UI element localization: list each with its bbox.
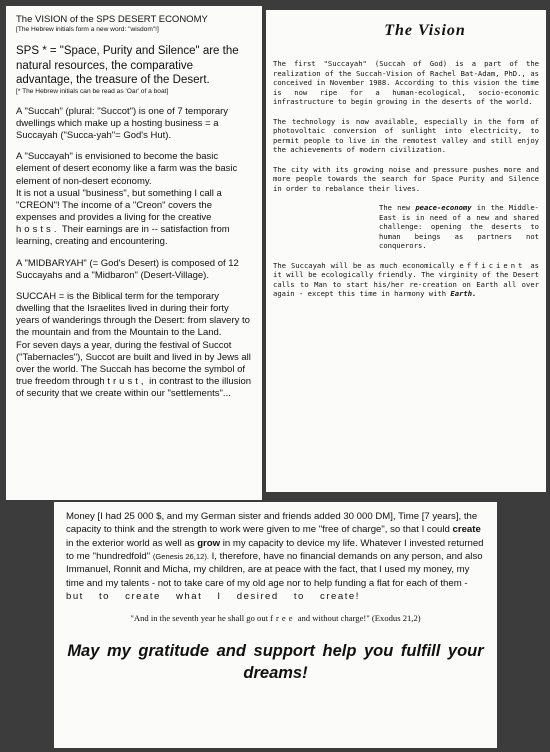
peace-economy-emphasis: peace-economy <box>415 203 472 213</box>
left-clipping <box>6 6 262 500</box>
grow-word: grow <box>197 537 221 549</box>
money-text-b: in the exterior world as well as <box>66 537 195 549</box>
succah-definition: A "Succah" (plural: "Succot") is one of 7 temporary dwellings which make up a hosting business = a Succayah ("Succa-yah"= God's Hut). <box>16 105 229 142</box>
peace-post-text: in the Middle-East is in need of a new and shared challenge: opening the deserts to human beings as partners not conquerors. <box>379 203 540 251</box>
bottom-clipping <box>54 502 497 748</box>
earnings-text: Their earnings are in -- satisfaction from learning, creating and encountering. <box>16 224 230 248</box>
vision-paragraph-3: The city with its growing noise and pressure pushes more and more people towards the search for Space Purity and Silence in order to rebalance their lives. <box>273 164 539 193</box>
peace-pre-text: The new <box>379 203 411 213</box>
succayah-paragraph-1: A "Succayah" is envisioned to become the basic element of desert economy like a farm was the basic element of non-desert economy. <box>16 151 238 187</box>
genesis-reference: (Genesis 26,12). <box>152 551 209 561</box>
succot-days-text: For seven days a year, during the festival of Succot ("Tabernacles"), Succot are built and lived in by Jews all over the world. The Succah has become the symbol of true freedom through <box>16 339 251 387</box>
money-paragraph <box>66 510 485 590</box>
trust-word: trust, <box>107 375 147 387</box>
quote-text-a: "And in the seventh year he shall go out <box>130 613 269 624</box>
money-text-d: I, therefore, have no financial demands on any person, and also Immanuel, Ronnit and Micha, my children, are at peace with the fact, that I used my money, my time and my talents - not to take care of my old age nor to help funding a flat for each of them - <box>66 550 483 589</box>
midbaryah-paragraph: A "MIDBARYAH" (= God's Desert) is composed of 12 Succayahs and a "Midbaron" (Desert-Village). <box>16 257 239 281</box>
left-title: The VISION of the SPS DESERT ECONOMY <box>16 14 208 25</box>
vision-paragraph-4 <box>379 203 539 251</box>
quote-text-b: and without charge!" (Exodus 21,2) <box>297 613 421 624</box>
vision-paragraph-5 <box>273 261 539 299</box>
succah-term-paragraph: SUCCAH = is the Biblical term for the temporary dwelling that the Israelites lived in during their forty years of wanderings through the Desert: from slavery to the mountain and from the Mountain to the Land. <box>16 290 250 339</box>
vision-paragraph-2: The technology is now available, especially in the form of photovoltaic conversion of sunlight into electricity, to permit people to live in the remotest valley and still enjoy the achievements of modern civilization. <box>273 116 539 155</box>
closing-message: May my gratitude and support help you fulfill your dreams! <box>67 642 484 682</box>
exodus-quote <box>66 613 485 625</box>
efficient-word: efficient <box>459 260 526 270</box>
sps-definition: SPS * = "Space, Purity and Silence" are the natural resources, the comparative advantage, the treasure of the Desert. <box>16 44 239 87</box>
security-text: in contrast to the illusion of security that we create within our "settlements"... <box>16 375 252 400</box>
free-word: free <box>270 613 296 624</box>
vision-paragraph-1: The first "Succayah" (Succah of God) is a part of the realization of the Succah-Vision of Rachel Bat-Adam, PhD., as conceived in November 1988. According to this vision the time is now ripe for a human-ecological, socio-economic infrastructure to begin growing in the deserts of the world. <box>273 59 539 107</box>
succot-paragraph <box>16 340 253 401</box>
efficient-post-text: as it will be ecologically friendly. The virginity of the Desert calls to Man to start his/her re-creation on Earth all over again - except this time in harmony with <box>273 260 540 299</box>
money-text-a: Money [I had 25 000 $, and my German sister and friends added 30 000 DM], Time [7 years], the capacity to think and the strength to work were given to me "free of charge", so that I could <box>66 511 478 536</box>
vision-title: The Vision <box>384 22 466 39</box>
succayah-paragraph-2 <box>16 188 253 249</box>
left-title-note: [The Hebrew initials form a new word: "wisdom"!] <box>16 26 159 34</box>
right-clipping <box>266 10 546 492</box>
efficient-pre-text: The Succayah will be as much economically <box>273 260 455 270</box>
money-text-c: in my capacity to device my life. Whatever I invested returned to me "hundredfold" <box>66 537 484 562</box>
earth-emphasis: Earth. <box>450 289 477 299</box>
create-word: create <box>452 524 481 536</box>
sps-footnote: [* The Hebrew initials can be read as 'Oar' of a boat] <box>16 88 169 96</box>
desire-line: but to create what I desired to create! <box>66 590 360 602</box>
creon-text: It is not a usual "business", but something I call a "CREON"! The income of a "Creon" covers the expenses and provides a living for the creative <box>16 187 222 224</box>
hosts-word: hosts. <box>16 224 60 236</box>
